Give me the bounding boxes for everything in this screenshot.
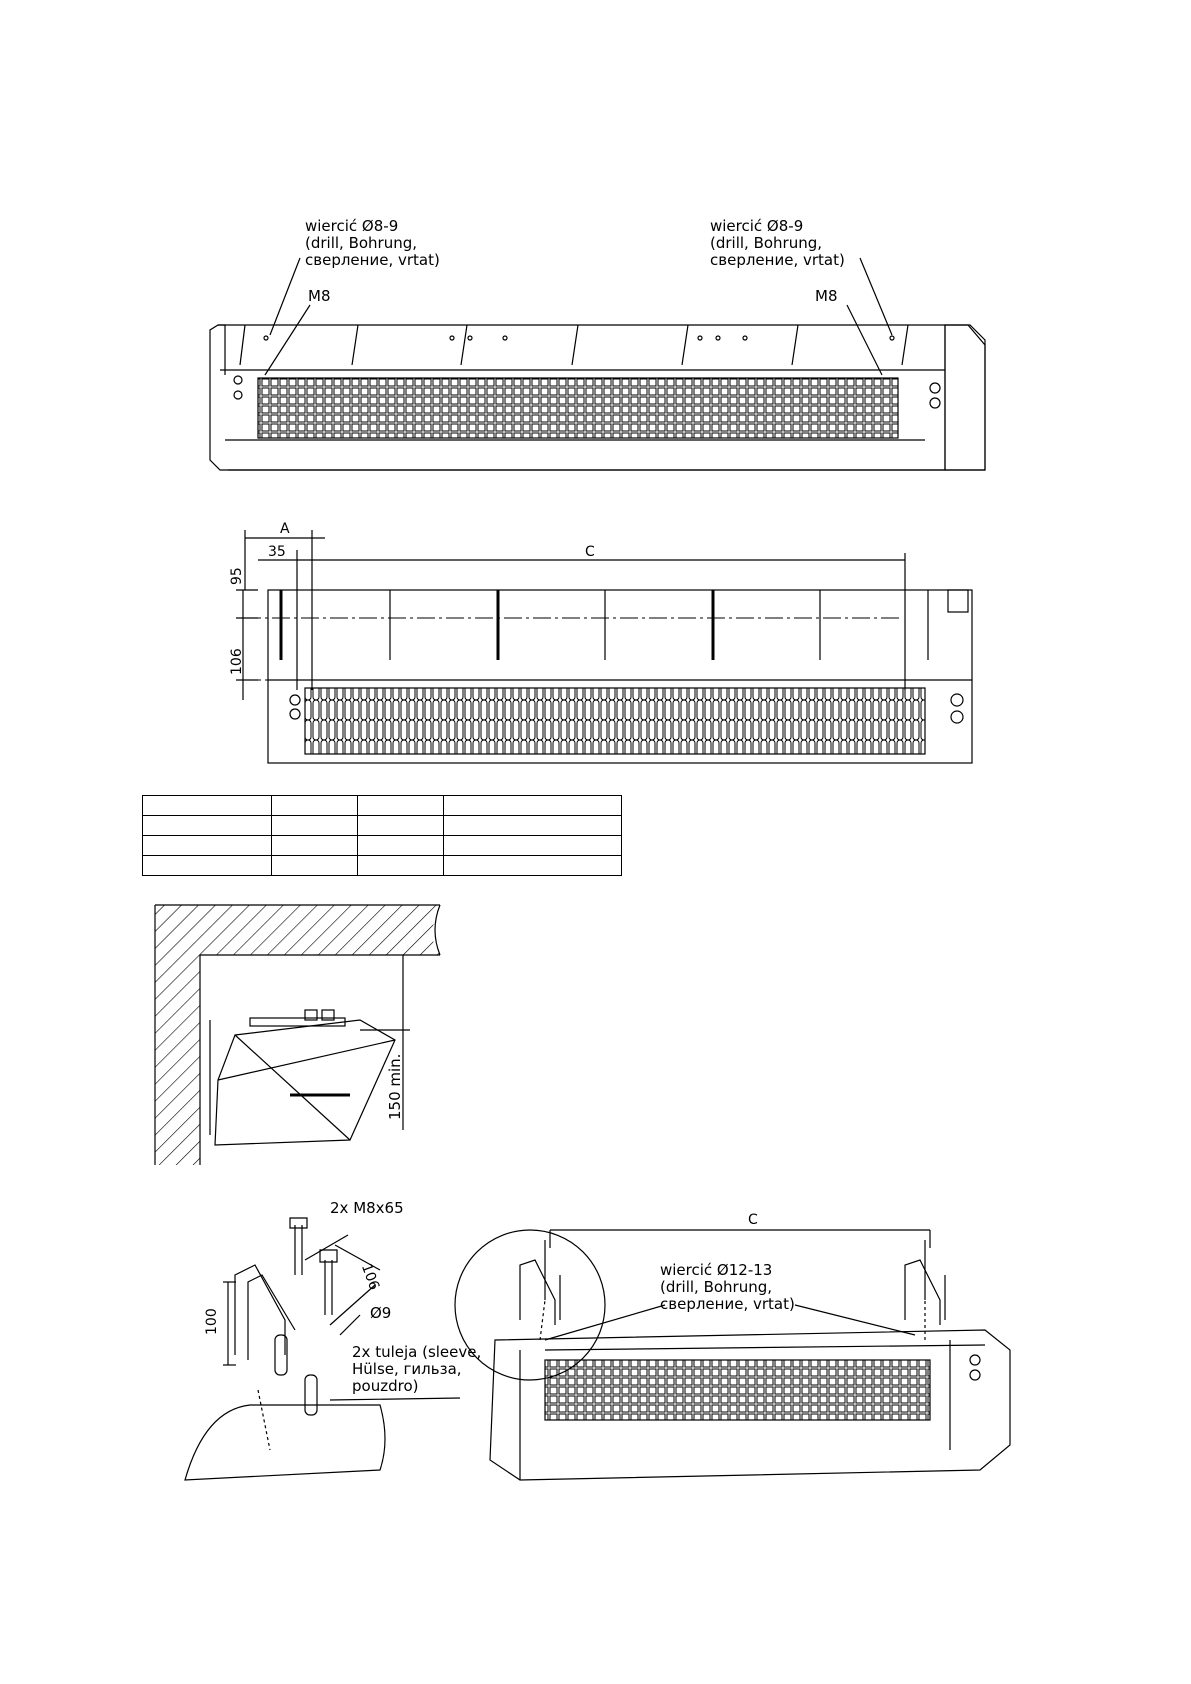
right-drill-callout-line-3: сверление, vrtat) xyxy=(710,251,845,269)
dimension-100-label: 100 xyxy=(204,1308,220,1335)
sleeve-label-line-3: pouzdro) xyxy=(352,1377,419,1395)
install-dimension-c-label: C xyxy=(748,1212,758,1228)
dimension-c-label: C xyxy=(585,544,595,560)
table-cell xyxy=(272,796,358,816)
dimension-95-label: 95 xyxy=(229,567,245,585)
left-drill-callout-line-2: (drill, Bohrung, xyxy=(305,234,418,252)
sleeve-label-line-2: Hülse, гильза, xyxy=(352,1360,462,1378)
hole-diameter-label: Ø9 xyxy=(370,1304,392,1322)
bracket-dimension-106-label: 106 xyxy=(357,1261,383,1293)
table-row xyxy=(143,816,622,836)
side-view xyxy=(155,905,440,1165)
table-cell xyxy=(444,796,622,816)
install-drill-callout-line-1: wiercić Ø12-13 xyxy=(660,1261,773,1279)
unit-front-view xyxy=(243,590,972,763)
grille xyxy=(258,378,898,438)
spec-table xyxy=(142,795,622,876)
table-row xyxy=(143,856,622,876)
table-cell xyxy=(143,796,272,816)
right-drill-callout-line-1: wiercić Ø8-9 xyxy=(710,217,804,235)
left-thread-label: M8 xyxy=(308,287,331,305)
left-drill-callout-line-3: сверление, vrtat) xyxy=(305,251,440,269)
table-cell xyxy=(358,836,444,856)
table-cell xyxy=(444,816,622,836)
left-drill-callout-line-1: wiercić Ø8-9 xyxy=(305,217,399,235)
table-cell xyxy=(272,816,358,836)
table-cell xyxy=(143,816,272,836)
table-cell xyxy=(358,816,444,836)
table-cell xyxy=(444,836,622,856)
dimension-106-label: 106 xyxy=(229,648,245,675)
table-cell xyxy=(143,856,272,876)
dimension-35-label: 35 xyxy=(268,544,286,560)
sleeve-label-line-1: 2x tuleja (sleeve, xyxy=(352,1343,482,1361)
table-cell xyxy=(358,796,444,816)
table-cell xyxy=(444,856,622,876)
right-drill-callout-line-2: (drill, Bohrung, xyxy=(710,234,823,252)
install-drill-callout-line-3: сверление, vrtat) xyxy=(660,1295,795,1313)
front-grille xyxy=(305,688,925,754)
table-cell xyxy=(272,836,358,856)
table-cell xyxy=(358,856,444,876)
unit-iso-top xyxy=(210,325,985,470)
dimension-a-label: A xyxy=(280,521,290,537)
bolts-label: 2x M8x65 xyxy=(330,1199,404,1217)
table-cell xyxy=(272,856,358,876)
table-row xyxy=(143,836,622,856)
clearance-label: 150 min. xyxy=(386,1053,404,1120)
install-drill-callout-line-2: (drill, Bohrung, xyxy=(660,1278,773,1296)
table-cell xyxy=(143,836,272,856)
right-thread-label: M8 xyxy=(815,287,838,305)
install-grille xyxy=(545,1360,930,1420)
table-row xyxy=(143,796,622,816)
